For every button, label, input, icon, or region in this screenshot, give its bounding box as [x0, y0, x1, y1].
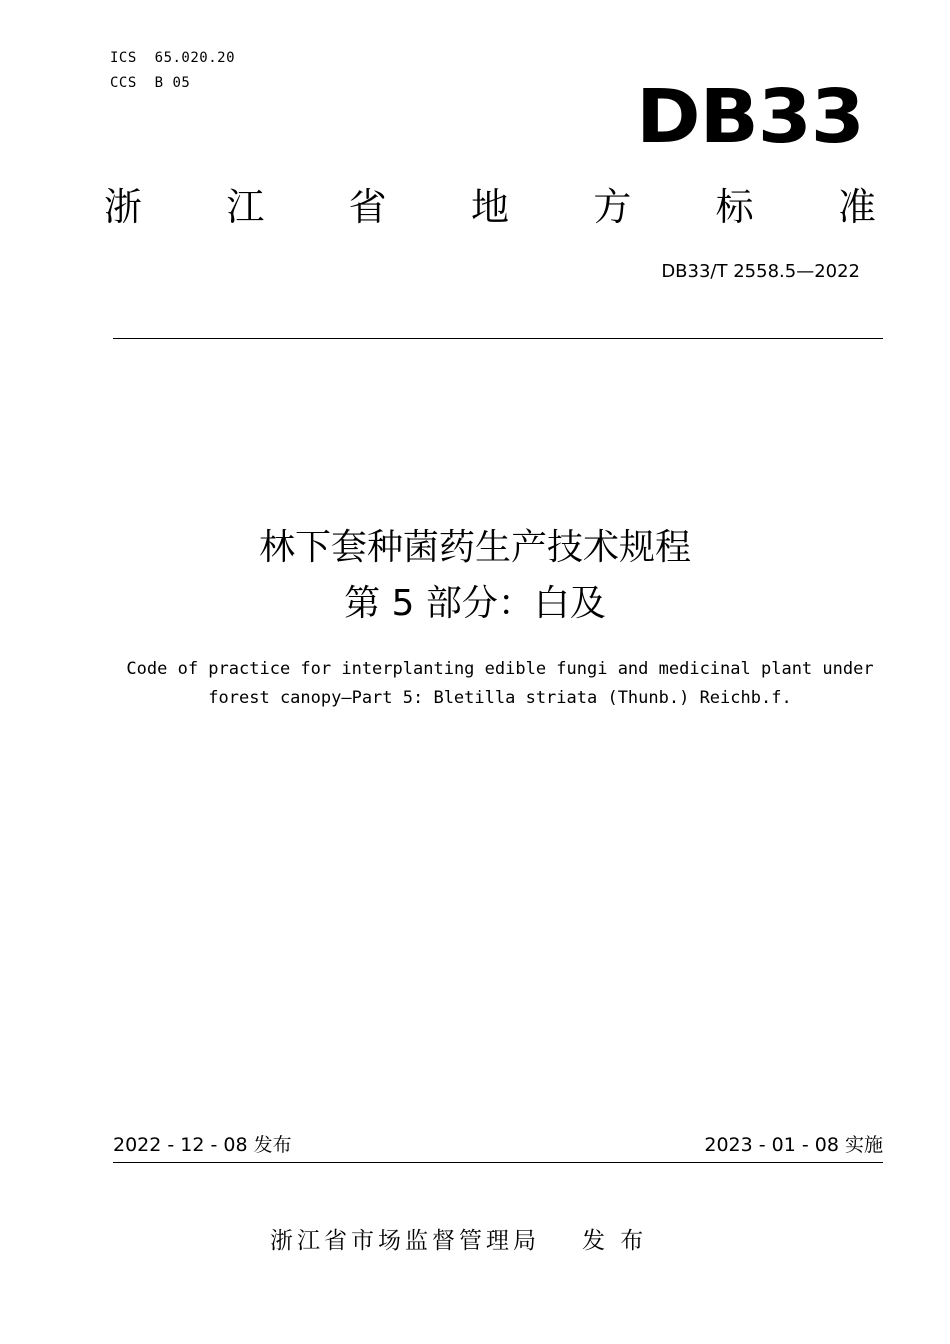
chinese-title-part: 第 5 部分：白及 [344, 583, 606, 624]
standard-logo: DB33 [636, 74, 864, 160]
english-title [60, 655, 940, 713]
ics-code: ICS 65.020.20 [110, 50, 236, 66]
top-divider [113, 338, 883, 339]
document-type-char: 江 [226, 185, 265, 229]
issue-date: 2022 - 12 - 08 发布 [113, 1134, 292, 1156]
english-title-line-1: Code of practice for interplanting edible fungi and medicinal plant under [126, 659, 874, 679]
document-type-char: 浙 [104, 185, 143, 229]
bottom-divider [113, 1162, 883, 1163]
chinese-title [0, 520, 950, 632]
english-title-line-2: forest canopy—Part 5: Bletilla striata (Thunb.) Reichb.f. [208, 688, 792, 708]
document-type-char: 准 [837, 185, 876, 229]
classification-codes [110, 46, 235, 96]
ccs-code: CCS B 05 [110, 75, 191, 91]
chinese-title-main: 林下套种菌药生产技术规程 [258, 527, 691, 568]
document-type-char: 标 [715, 185, 754, 229]
standard-number: DB33/T 2558.5—2022 [661, 261, 860, 282]
issuing-authority [270, 1226, 647, 1256]
document-type-char: 省 [348, 185, 387, 229]
document-type-heading [104, 184, 876, 230]
effective-date: 2023 - 01 - 08 实施 [704, 1134, 883, 1156]
issuer-action: 发 布 [582, 1228, 648, 1254]
document-type-char: 方 [593, 185, 632, 229]
document-type-char: 地 [470, 185, 509, 229]
issuer-name: 浙江省市场监督管理局 [270, 1228, 540, 1254]
